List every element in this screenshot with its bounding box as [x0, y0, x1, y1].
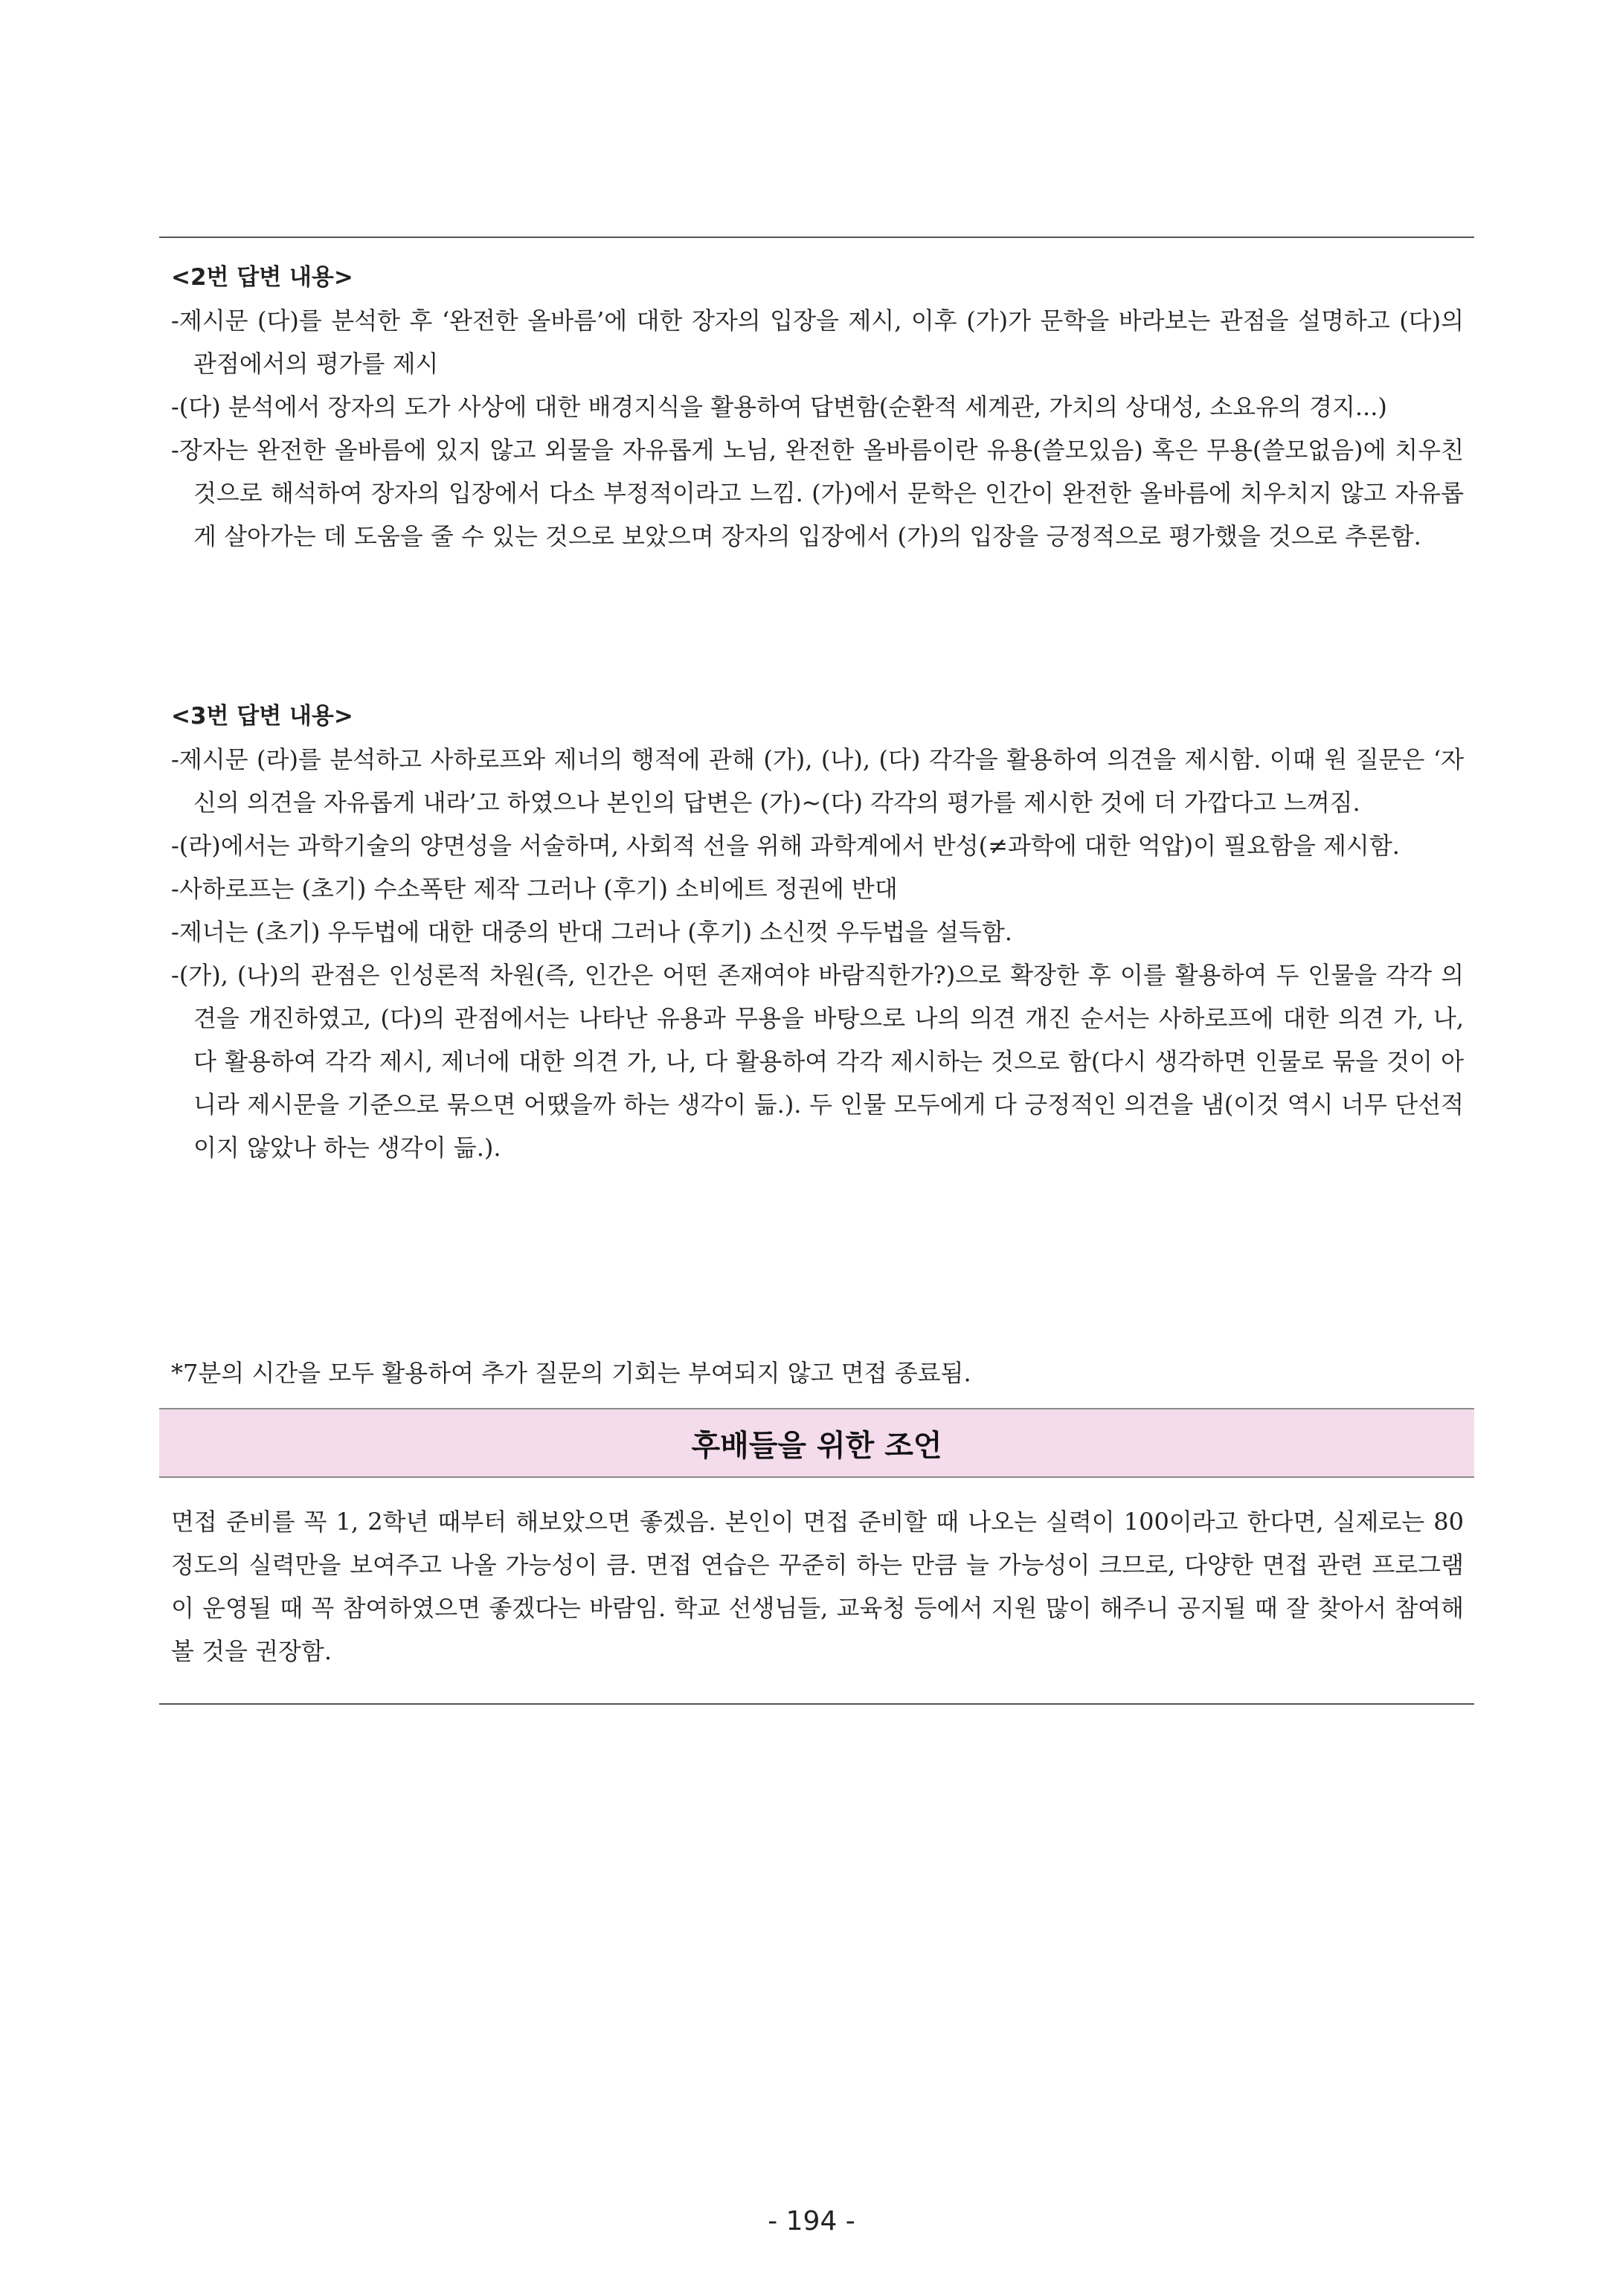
time-note: *7분의 시간을 모두 활용하여 추가 질문의 기회는 부여되지 않고 면접 종료됨.: [171, 1359, 971, 1387]
answer2-item: -장자는 완전한 올바름에 있지 않고 외물을 자유롭게 노님, 완전한 올바름이란 유용(쓸모있음) 혹은 무용(쓸모없음)에 치우친 것으로 해석하여 장자의 입장에서 다소 부정적이라고 느낌. (가)에서 문학은 인간이 완전한 올바름에 치우치지 않고 자유롭게 살아가는 데 도움을 줄 수 있는 것으로 보았으며 장자의 입장에서 (가)의 입장을 긍정적으로 평가했을 것으로 추론함.: [171, 436, 1464, 550]
answer3-item: -제시문 (라)를 분석하고 사하로프와 제너의 행적에 관해 (가), (나), (다) 각각을 활용하여 의견을 제시함. 이때 원 질문은 ‘자신의 의견을 자유롭게 내라’고 하였으나 본인의 답변은 (가)~(다) 각각의 평가를 제시한 것에 더 가깝다고 느껴짐.: [171, 745, 1464, 817]
answer3-item: -(라)에서는 과학기술의 양면성을 서술하며, 사회적 선을 위해 과학계에서 반성(≠과학에 대한 억압)이 필요함을 제시함.: [171, 832, 1400, 860]
answer3-heading: <3번 답변 내용>: [171, 703, 353, 730]
answer2-item: -제시문 (다)를 분석한 후 ‘완전한 올바름’에 대한 장자의 입장을 제시, 이후 (가)가 문학을 바라보는 관점을 설명하고 (다)의 관점에서의 평가를 제시: [171, 306, 1464, 378]
bottom-rule: [159, 1703, 1474, 1705]
answer3-section: [171, 695, 1464, 1169]
advice-body: 면접 준비를 꼭 1, 2학년 때부터 해보았으면 좋겠음. 본인이 면접 준비할 때 나오는 실력이 100이라고 한다면, 실제로는 80 정도의 실력만을 보여주고 나올 가능성이 큼. 면접 연습은 꾸준히 하는 만큼 늘 가능성이 크므로, 다양한 면접 관련 프로그램이 운영될 때 꼭 참여하였으면 좋겠다는 바람임. 학교 선생님들, 교육청 등에서 지원 많이 해주니 공지될 때 잘 찾아서 참여해볼 것을 권장함.: [171, 1508, 1464, 1665]
advice-title: 후배들을 위한 조언: [691, 1428, 942, 1463]
answer2-item: -(다) 분석에서 장자의 도가 사상에 대한 배경지식을 활용하여 답변함(순환적 세계관, 가치의 상대성, 소요유의 경지...): [171, 393, 1387, 421]
advice-header-box: [159, 1408, 1474, 1478]
answer3-item: -제너는 (초기) 우두법에 대한 대중의 반대 그러나 (후기) 소신껏 우두법을 설득함.: [171, 918, 1012, 946]
answer3-item: -사하로프는 (초기) 수소폭탄 제작 그러나 (후기) 소비에트 정권에 반대: [171, 875, 898, 903]
answer3-item: -(가), (나)의 관점은 인성론적 차원(즉, 인간은 어떤 존재여야 바람직한가?)으로 확장한 후 이를 활용하여 두 인물을 각각 의견을 개진하였고, (다)의 관점에서는 나타난 유용과 무용을 바탕으로 나의 의견 개진 순서는 사하로프에 대한 의견 가, 나, 다 활용하여 각각 제시, 제너에 대한 의견 가, 나, 다 활용하여 각각 제시하는 것으로 함(다시 생각하면 인물로 묶을 것이 아니라 제시문을 기준으로 묶으면 어땠을까 하는 생각이 듦.). 두 인물 모두에게 다 긍정적인 의견을 냄(이것 역시 너무 단선적이지 않았나 하는 생각이 듦.).: [171, 961, 1464, 1162]
answer2-heading: <2번 답변 내용>: [171, 264, 353, 291]
page-number: - 194 -: [768, 2206, 855, 2236]
answer2-section: [171, 256, 1464, 558]
top-rule: [159, 237, 1474, 238]
